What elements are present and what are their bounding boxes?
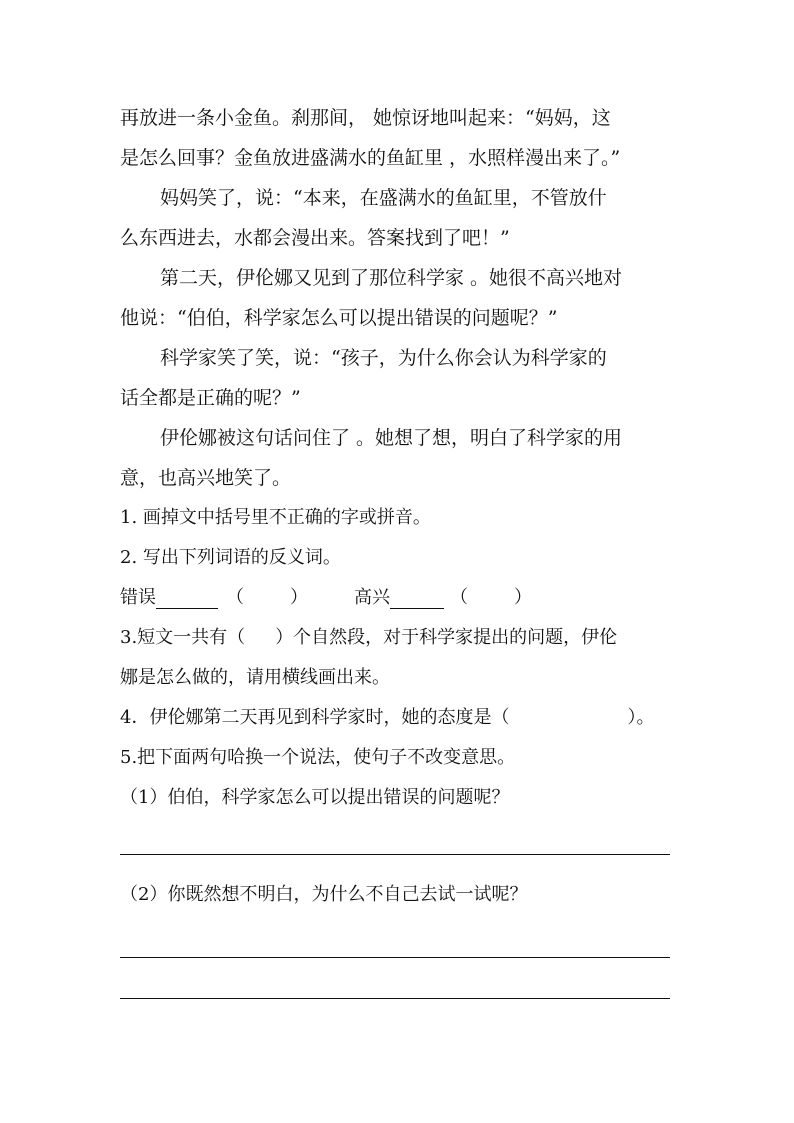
question-3-text-b: ）个自然段，对于科学家提出的问题，伊伦 xyxy=(275,627,618,648)
story-line: 科学家笑了笑，说：“孩子，为什么你会认为科学家的 xyxy=(160,347,607,369)
story-line: 么东西进去，水都会漫出来。答案找到了吧！” xyxy=(120,227,510,249)
paren-close-2: ） xyxy=(514,587,532,608)
question-4-text-b: ）。 xyxy=(627,707,655,728)
story-line: 第二天，伊伦娜又见到了那位科学家 。她很不高兴地对 xyxy=(160,267,623,289)
story-line: 妈妈笑了，说：“本来，在盛满水的鱼缸里，不管放什 xyxy=(160,187,607,209)
question-2-antonyms xyxy=(120,578,672,618)
question-5-2: （2）你既然想不明白，为什么不自己去试一试呢？ xyxy=(120,884,528,905)
story-line: 话全都是正确的呢？” xyxy=(120,387,301,409)
question-5: 5.把下面两句哈换一个说法，使句子不改变意思。 xyxy=(120,747,516,768)
word-cuowu: 错误 xyxy=(120,587,156,608)
paren-open-2: （ xyxy=(450,587,468,608)
story-line: 意，也高兴地笑了。 xyxy=(120,467,292,489)
paren-open-1: （ xyxy=(226,587,244,608)
word-gaoxing: 高兴 xyxy=(354,587,390,608)
paren-close-1: ） xyxy=(290,587,308,608)
question-5-1: （1）伯伯，科学家怎么可以提出错误的问题呢？ xyxy=(120,787,510,808)
story-line: 再放进一条小金鱼。刹那间， 她惊讶地叫起来：“妈妈，这 xyxy=(120,107,611,129)
worksheet-page xyxy=(120,98,672,999)
antonym-blank-1[interactable] xyxy=(156,588,218,609)
question-3 xyxy=(120,618,672,658)
question-2: 2. 写出下列词语的反义词。 xyxy=(120,547,341,568)
answer-line-3[interactable] xyxy=(120,998,670,999)
story-line: 他说：“伯伯，科学家怎么可以提出错误的问题呢？” xyxy=(120,307,558,329)
question-4 xyxy=(120,698,672,738)
antonym-blank-2[interactable] xyxy=(390,588,444,609)
question-3-text-a: 3.短文一共有（ xyxy=(120,627,246,648)
story-line: 是怎么回事？金鱼放进盛满水的鱼缸里 ，水照样漫出来了。” xyxy=(120,147,621,169)
question-3-line-2: 娜是怎么做的，请用横线画出来。 xyxy=(120,667,390,688)
story-line: 伊伦娜被这句话问住了 。她想了想，明白了科学家的用 xyxy=(160,427,623,449)
question-1: 1. 画掉文中括号里不正确的字或拼音。 xyxy=(120,507,431,528)
question-4-text-a: 4．伊伦娜第二天再见到科学家时，她的态度是（ xyxy=(120,707,510,728)
